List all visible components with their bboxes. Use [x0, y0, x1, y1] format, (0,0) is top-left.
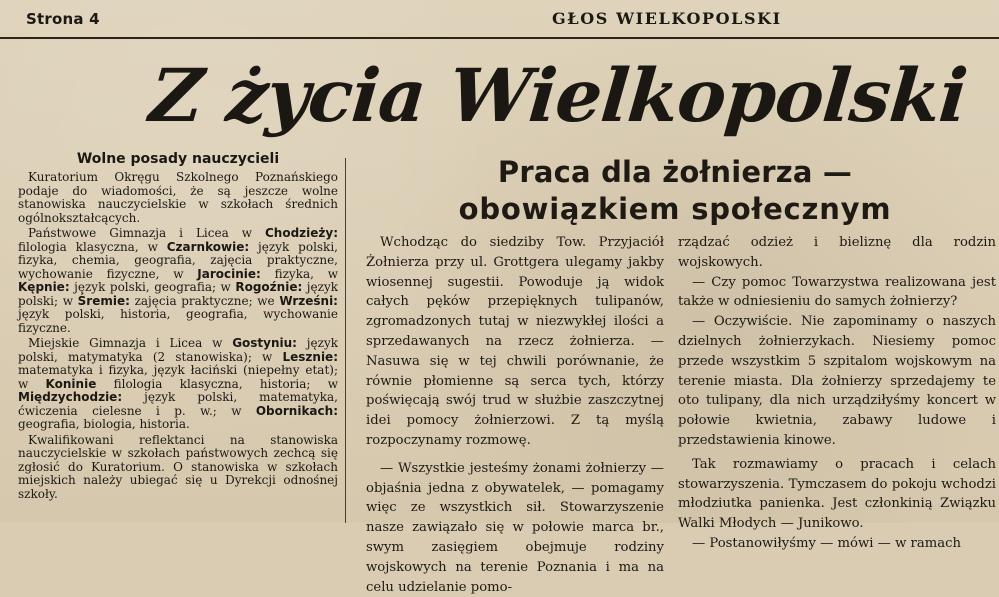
place-name: Wrześni:: [279, 293, 338, 308]
left-paragraph: [18, 434, 338, 502]
left-paragraph: [18, 171, 338, 225]
left-paragraph: [18, 227, 338, 335]
main-article-headline: [360, 154, 990, 228]
text-run: Państwowe Gimnazja i Licea w: [28, 226, 265, 240]
text-run: filologia klasyczna, historia; w: [96, 376, 338, 391]
section-title: Z życia Wielkopolski: [146, 53, 970, 139]
text-run: geografia, biologia, historia.: [18, 417, 190, 431]
text-run: fizyka, w: [260, 266, 339, 281]
left-article: [18, 150, 338, 523]
text-run: język polski, historia, geografia, wychowanie fizyczne.: [18, 307, 338, 335]
newspaper-name: GŁOS WIELKOPOLSKI: [552, 9, 782, 28]
page-number: Strona 4: [26, 10, 100, 28]
place-name: Jarocinie:: [197, 266, 261, 281]
headline-line-2: obowiązkiem społecznym: [458, 192, 892, 226]
place-name: Lesznie:: [282, 349, 338, 364]
main-article-column-2: [678, 233, 996, 551]
place-name: Koninie: [45, 376, 97, 391]
main-article-column-1: [366, 233, 664, 595]
text-run: język polski, matematyka, ćwiczenia cielesne i p. w.; w: [18, 390, 338, 418]
body-paragraph: — Wszystkie jesteśmy żonami żołnierzy — objaśnia jedna z obywatelek, — pomagamy więc ze wszystkich sił. Stowarzyszenie nasze zawiązało się w połowie marca br., swym zasięgiem obejmuje rodziny wojskowych na terenie Poznania i ma na celu udzielanie pomo-: [366, 460, 664, 595]
text-run: filologia klasyczna, w: [18, 239, 167, 254]
left-article-title: Wolne posady nauczycieli: [76, 151, 280, 167]
running-header: [0, 0, 999, 38]
headline-line-1: Praca dla żołnierza —: [497, 155, 853, 189]
text-run: język polski, matymatyka (2 stanowiska); w: [18, 336, 338, 364]
text-run: język polski; w: [18, 280, 338, 308]
place-name: Rogoźnie:: [235, 280, 303, 294]
text-run: język polski, fizyka, chemia, geografia, zajęcia praktyczne, wychowanie fizyczne, w: [18, 239, 338, 281]
text-run: Kuratorium Okręgu Szkolnego Poznańskiego podaje do wiadomości, że są jeszcze wolne stanowiska nauczycielskie w szkołach średnich ogólnokształcących.: [18, 170, 338, 225]
place-name: Śremie:: [77, 293, 130, 308]
left-paragraph: [18, 337, 338, 432]
body-paragraph: Tak rozmawiamy o pracach i celach stowarzyszenia. Tymczasem do pokoju wchodzi młodziutka panienka. Jest członkinią Związku Walki Młodych — Junikowo.: [678, 456, 996, 532]
text-run: język polski, geografia; w: [69, 280, 236, 294]
column-divider: [345, 158, 346, 523]
place-name: Gostyniu:: [232, 336, 297, 350]
text-run: Kwalifikowani reflektanci na stanowiska nauczycielskie w szkołach państwowych zechcą się zgłosić do Kuratorium. O stanowiska w szkołach miejskich należy ubiegać się u Dyrekcji odnośnej szkoły.: [18, 432, 338, 501]
place-name: Obornikach:: [255, 403, 338, 418]
text-run: zajęcia praktyczne; we: [129, 293, 280, 308]
body-paragraph: — Postanowiłyśmy — mówi — w ramach: [692, 535, 961, 551]
place-name: Międzychodzie:: [18, 390, 123, 404]
body-paragraph: rządzać odzież i bieliznę dla rodzin wojskowych.: [678, 235, 996, 270]
text-run: matematyka i fizyka, język łaciński (niepełny etat); w: [18, 363, 338, 391]
header-rule: [0, 37, 999, 39]
place-name: Kępnie:: [18, 280, 70, 294]
place-name: Czarnkowie:: [166, 239, 250, 254]
place-name: Chodzieży:: [264, 226, 338, 240]
body-paragraph: — Czy pomoc Towarzystwa realizowana jest także w odniesieniu do samych żołnierzy?: [678, 274, 996, 310]
body-paragraph: — Oczywiście. Nie zapominamy o naszych dzielnych żołnierzykach. Niesiemy pomoc przede wszystkim 5 szpitalom wojskowym na terenie miasta. Dla żołnierzy sprzedajemy te oto tulipany, dla nich urządziłyśmy koncert w połowie kwietnia, zabawy ludowe i przedstawienia kinowe.: [678, 314, 996, 448]
body-paragraph: Wchodząc do siedziby Tow. Przyjaciół Żołnierza przy ul. Grottgera ulegamy jakby wiosennej sugestii. Powoduje ją widok całych pęków przepięknych tulipanów, zgromadzonych tutaj w niezwykłej ilości a sprzedawanych na rzecz żołnierza. — Nasuwa się w tej chwili porównanie, że równie płomienne są serca tych, którzy poświęcają swój trud w służbie zaszczytnej idei pomocy żołnierzowi. Z tą myślą rozpoczynamy rozmowę.: [366, 235, 664, 448]
text-run: Miejskie Gimnazja i Licea w: [28, 336, 233, 350]
